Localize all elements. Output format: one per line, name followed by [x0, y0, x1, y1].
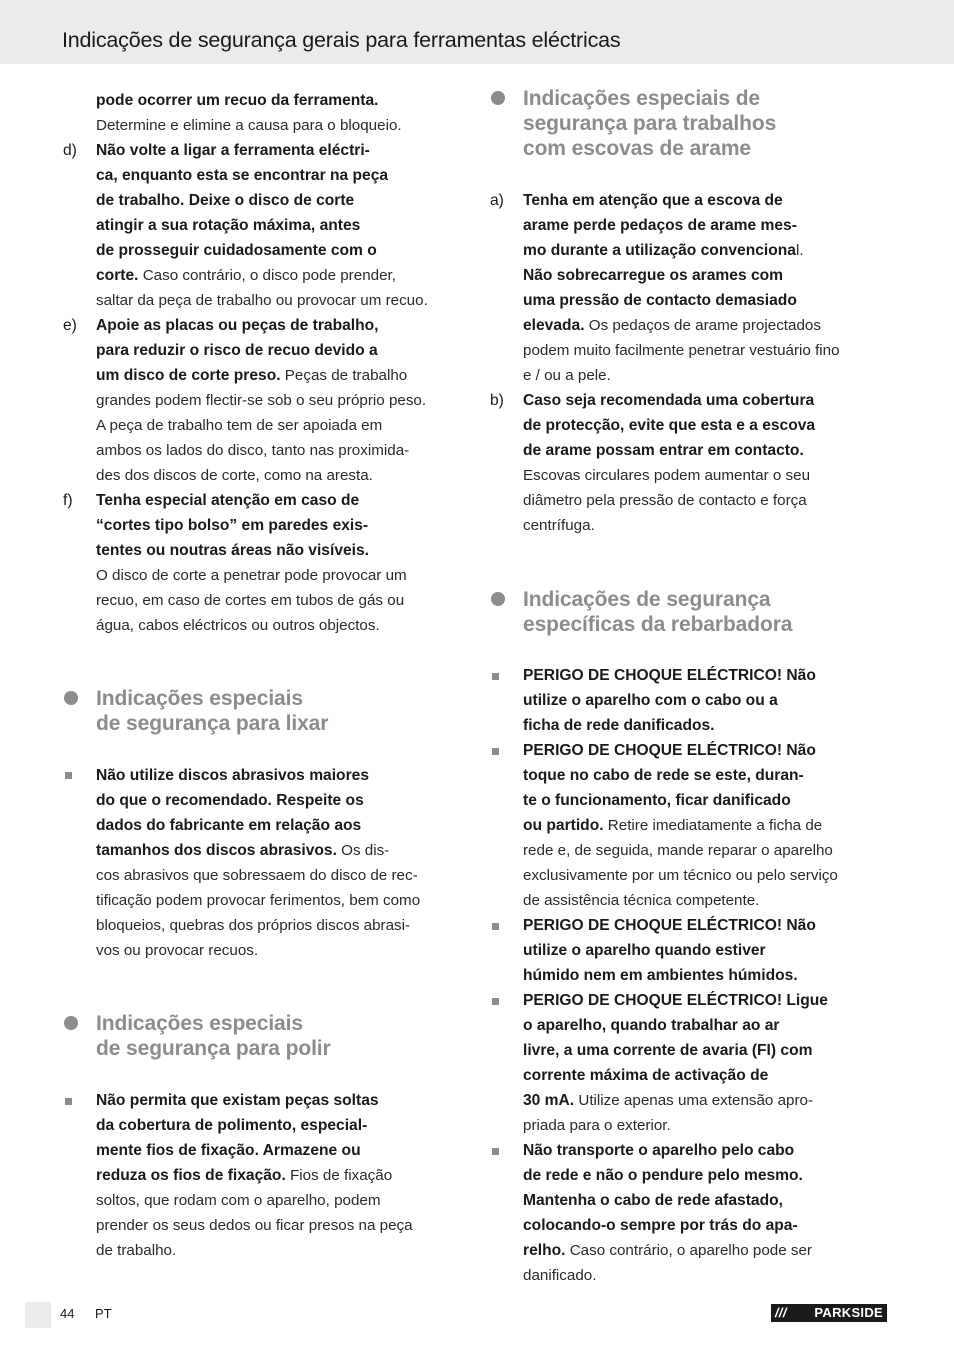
text-line: para reduzir o risco de recuo devido a	[96, 342, 378, 359]
text-line: prender os seus dedos ou ficar presos na peça	[96, 1217, 413, 1234]
text-normal: Os pedaços de arame projectados	[584, 317, 821, 334]
text-line: Não volte a ligar a ferramenta eléctri-	[96, 142, 370, 159]
text-line	[523, 1088, 813, 1113]
text-line	[523, 313, 821, 338]
text-bold: reduza os fios de fixação.	[96, 1167, 286, 1184]
section-heading: com escovas de arame	[523, 137, 751, 160]
text-normal: Peças de trabalho	[280, 367, 408, 384]
text-line: soltos, que rodam com o aparelho, podem	[96, 1192, 381, 1209]
text-bold: 30 mA.	[523, 1092, 575, 1109]
section-dot-icon	[64, 1016, 78, 1030]
section-dot-icon	[64, 691, 78, 705]
text-line: água, cabos eléctricos ou outros objectos.	[96, 617, 380, 634]
text-line: Apoie as placas ou peças de trabalho,	[96, 317, 379, 334]
text-line: “cortes tipo bolso” em paredes exis-	[96, 517, 369, 534]
text-line: da cobertura de polimento, especial-	[96, 1117, 368, 1134]
text-line: Tenha em atenção que a escova de	[523, 192, 783, 209]
text-line: e / ou a pele.	[523, 367, 611, 384]
item-label-b: b)	[490, 392, 504, 409]
section-heading: específicas da rebarbadora	[523, 613, 793, 636]
page-number: 44	[60, 1306, 75, 1321]
text-line: grandes podem flectir-se sob o seu próprio peso.	[96, 392, 427, 409]
text-line: te o funcionamento, ficar danificado	[523, 792, 791, 809]
text-line: tentes ou noutras áreas não visíveis.	[96, 542, 369, 559]
text-line: A peça de trabalho tem de ser apoiada em	[96, 417, 383, 434]
section-dot-icon	[491, 592, 505, 606]
footer-marker	[25, 1302, 51, 1328]
page-title: Indicações de segurança gerais para ferramentas eléctricas	[62, 28, 621, 52]
square-bullet-icon	[492, 1148, 499, 1155]
section-heading: de segurança para polir	[96, 1037, 331, 1060]
section-heading: Indicações especiais	[96, 1012, 303, 1035]
text-line	[96, 363, 407, 388]
text-normal: Fios de fixação	[285, 1167, 393, 1184]
logo-text: PARKSIDE	[814, 1305, 883, 1320]
text-line: utilize o aparelho quando estiver	[523, 942, 766, 959]
text-line: utilize o aparelho com o cabo ou a	[523, 692, 778, 709]
logo-stripes-icon: ///	[775, 1305, 787, 1320]
text-line: ca, enquanto esta se encontrar na peça	[96, 167, 389, 184]
text-line: priada para o exterior.	[523, 1117, 671, 1134]
text-line	[96, 1163, 392, 1188]
section-heading: Indicações especiais de	[523, 87, 760, 110]
text-normal: Caso contrário, o aparelho pode ser	[565, 1242, 812, 1259]
text-line: pode ocorrer um recuo da ferramenta.	[96, 92, 379, 109]
text-normal: Retire imediatamente a ficha de	[603, 817, 823, 834]
text-line: recuo, em caso de cortes em tubos de gás ou	[96, 592, 405, 609]
text-line: danificado.	[523, 1267, 597, 1284]
text-line: Não sobrecarregue os arames com	[523, 267, 784, 284]
square-bullet-icon	[492, 748, 499, 755]
square-bullet-icon	[65, 772, 72, 779]
text-line: Não utilize discos abrasivos maiores	[96, 767, 369, 784]
item-label-e: e)	[63, 317, 77, 334]
text-normal: Caso contrário, o disco pode prender,	[138, 267, 396, 284]
text-line	[96, 838, 389, 863]
text-line: Não permita que existam peças soltas	[96, 1092, 379, 1109]
text-line	[523, 813, 822, 838]
text-line: rede e, de seguida, mande reparar o aparelho	[523, 842, 833, 859]
item-label-d: d)	[63, 142, 77, 159]
text-bold: tamanhos dos discos abrasivos.	[96, 842, 337, 859]
text-line: PERIGO DE CHOQUE ELÉCTRICO! Ligue	[523, 992, 828, 1009]
text-line: des dos discos de corte, como na aresta.	[96, 467, 373, 484]
text-line: do que o recomendado. Respeite os	[96, 792, 364, 809]
item-label-a: a)	[490, 192, 504, 209]
text-line: ambos os lados do disco, tanto nas proximida-	[96, 442, 410, 459]
text-line: toque no cabo de rede se este, duran-	[523, 767, 804, 784]
text-normal: Os dis-	[336, 842, 390, 859]
text-line: de trabalho. Deixe o disco de corte	[96, 192, 355, 209]
section-heading: segurança para trabalhos	[523, 112, 777, 135]
text-line: arame perde pedaços de arame mes-	[523, 217, 797, 234]
text-line: centrífuga.	[523, 517, 595, 534]
parkside-logo	[771, 1304, 887, 1322]
text-normal: l.	[795, 242, 804, 259]
text-line: dados do fabricante em relação aos	[96, 817, 362, 834]
text-bold: relho.	[523, 1242, 566, 1259]
language-code: PT	[95, 1306, 112, 1321]
text-line: podem muito facilmente penetrar vestuário fino	[523, 342, 840, 359]
text-line: tificação podem provocar ferimentos, bem como	[96, 892, 421, 909]
text-line: de trabalho.	[96, 1242, 177, 1259]
text-line: húmido nem em ambientes húmidos.	[523, 967, 798, 984]
text-line: cos abrasivos que sobressaem do disco de rec-	[96, 867, 418, 884]
text-bold: mo durante a utilização convenciona	[523, 242, 796, 259]
text-line: bloqueios, quebras dos próprios discos abrasi-	[96, 917, 411, 934]
text-line: Não transporte o aparelho pelo cabo	[523, 1142, 795, 1159]
page-header	[0, 0, 954, 64]
section-dot-icon	[491, 91, 505, 105]
text-normal: Utilize apenas uma extensão apro-	[574, 1092, 814, 1109]
section-heading: de segurança para lixar	[96, 712, 329, 735]
text-line: ficha de rede danificados.	[523, 717, 715, 734]
text-line: de assistência técnica competente.	[523, 892, 760, 909]
text-line: Escovas circulares podem aumentar o seu	[523, 467, 811, 484]
text-line: O disco de corte a penetrar pode provocar um	[96, 567, 407, 584]
square-bullet-icon	[492, 923, 499, 930]
text-line: Caso seja recomendada uma cobertura	[523, 392, 815, 409]
text-line: PERIGO DE CHOQUE ELÉCTRICO! Não	[523, 667, 816, 684]
text-line: Tenha especial atenção em caso de	[96, 492, 360, 509]
text-line	[96, 263, 396, 288]
section-heading: Indicações de segurança	[523, 588, 771, 611]
text-line: Determine e elimine a causa para o bloqueio.	[96, 117, 402, 134]
text-line: diâmetro pela pressão de contacto e força	[523, 492, 807, 509]
text-line: vos ou provocar recuos.	[96, 942, 259, 959]
text-line	[523, 1238, 812, 1263]
text-line: livre, a uma corrente de avaria (FI) com	[523, 1042, 813, 1059]
text-line: saltar da peça de trabalho ou provocar um recuo.	[96, 292, 428, 309]
section-heading: Indicações especiais	[96, 687, 303, 710]
text-line: de prosseguir cuidadosamente com o	[96, 242, 377, 259]
square-bullet-icon	[492, 998, 499, 1005]
item-label-f: f)	[63, 492, 73, 509]
text-line: PERIGO DE CHOQUE ELÉCTRICO! Não	[523, 742, 816, 759]
text-line: de arame possam entrar em contacto.	[523, 442, 804, 459]
text-line: colocando-o sempre por trás do apa-	[523, 1217, 798, 1234]
text-bold: corte.	[96, 267, 139, 284]
text-line: mente fios de fixação. Armazene ou	[96, 1142, 361, 1159]
text-line	[523, 238, 804, 263]
text-line: exclusivamente por um técnico ou pelo serviço	[523, 867, 838, 884]
text-bold: elevada.	[523, 317, 585, 334]
square-bullet-icon	[65, 1098, 72, 1105]
text-line: atingir a sua rotação máxima, antes	[96, 217, 361, 234]
text-line: o aparelho, quando trabalhar ao ar	[523, 1017, 780, 1034]
square-bullet-icon	[492, 673, 499, 680]
text-line: uma pressão de contacto demasiado	[523, 292, 797, 309]
text-line: Mantenha o cabo de rede afastado,	[523, 1192, 783, 1209]
text-line: de protecção, evite que esta e a escova	[523, 417, 816, 434]
text-line: corrente máxima de activação de	[523, 1067, 769, 1084]
text-bold: ou partido.	[523, 817, 604, 834]
text-line: PERIGO DE CHOQUE ELÉCTRICO! Não	[523, 917, 816, 934]
text-line: de rede e não o pendure pelo mesmo.	[523, 1167, 803, 1184]
text-bold: um disco de corte preso.	[96, 367, 281, 384]
